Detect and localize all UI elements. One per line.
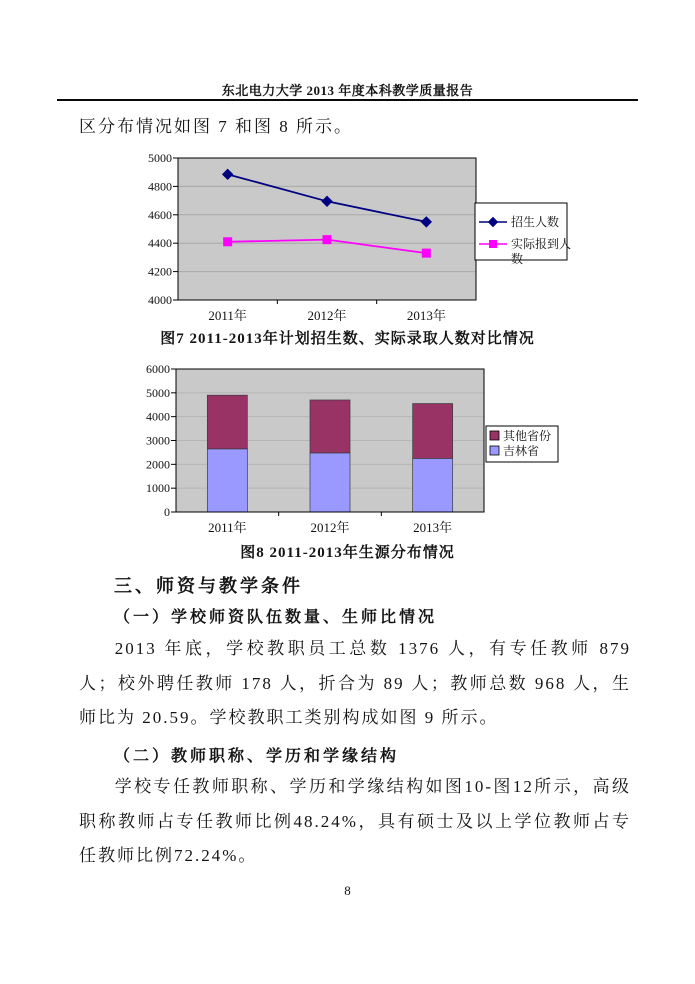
x-axis-label: 2011年 <box>208 308 247 323</box>
x-axis-label: 2013年 <box>406 308 446 323</box>
page-number: 8 <box>344 883 351 898</box>
bar-segment <box>207 395 247 449</box>
intro-paragraph: 区分布情况如图 7 和图 8 所示。 <box>79 117 353 136</box>
square-marker <box>490 241 497 248</box>
y-axis-label: 3000 <box>146 433 170 448</box>
bar-segment <box>207 449 247 512</box>
legend-label: 其他省份 <box>503 429 552 443</box>
legend-swatch <box>490 431 499 440</box>
legend-label: 实际报到人 <box>511 237 572 251</box>
y-axis-label: 4800 <box>148 179 172 194</box>
y-axis-label: 5000 <box>146 385 170 400</box>
paragraph-staff-numbers: 2013 年底，学校教职员工总数 1376 人，有专任教师 879 人；校外聘任教师 178 人，折合为 89 人；教师总数 968 人，生师比为 20.59。学校教职工类别构成如图 9 所示。 <box>79 639 631 727</box>
figure7-line-chart <box>140 150 580 332</box>
y-axis-label: 4000 <box>148 293 172 307</box>
y-axis-label: 2000 <box>146 457 170 472</box>
y-axis-label: 1000 <box>146 481 170 496</box>
square-marker <box>323 236 331 244</box>
x-axis-label: 2012年 <box>310 520 350 535</box>
figure7-caption: 图7 2011-2013年计划招生数、实际录取人数对比情况 <box>160 331 535 347</box>
paragraph-teacher-structure: 学校专任教师职称、学历和学缘结构如图10-图12所示，高级职称教师占专任教师比例48.24%，具有硕士及以上学位教师占专任教师比例72.24%。 <box>79 777 631 865</box>
figure8-bar-chart <box>135 362 580 540</box>
plot-area <box>178 158 476 300</box>
header-rule <box>57 99 638 101</box>
x-axis-label: 2013年 <box>413 520 453 535</box>
subsection1-title: （一）学校师资队伍数量、生师比情况 <box>114 609 438 626</box>
x-axis-label: 2012年 <box>307 308 347 323</box>
bar-segment <box>413 404 453 459</box>
x-axis-label: 2011年 <box>208 520 247 535</box>
subsection2-title: （二）教师职称、学历和学缘结构 <box>114 748 400 765</box>
bar-segment <box>413 458 453 512</box>
legend-label: 招生人数 <box>511 215 560 229</box>
y-axis-label: 4600 <box>148 207 172 222</box>
page-header-title: 东北电力大学 2013 年度本科教学质量报告 <box>221 83 474 98</box>
square-marker <box>422 249 430 257</box>
figure8-caption: 图8 2011-2013年生源分布情况 <box>240 545 455 561</box>
square-marker <box>224 238 232 246</box>
legend-label: 吉林省 <box>503 444 540 458</box>
bar-segment <box>310 453 350 512</box>
legend-label: 数 <box>511 252 524 266</box>
y-axis-label: 4400 <box>148 236 172 251</box>
legend-swatch <box>490 446 499 455</box>
y-axis-label: 5000 <box>148 151 172 165</box>
y-axis-label: 4000 <box>146 409 170 424</box>
section-title: 三、师资与教学条件 <box>114 576 303 596</box>
y-axis-label: 0 <box>164 505 170 519</box>
bar-segment <box>310 400 350 453</box>
y-axis-label: 4200 <box>148 264 172 279</box>
y-axis-label: 6000 <box>146 362 170 376</box>
